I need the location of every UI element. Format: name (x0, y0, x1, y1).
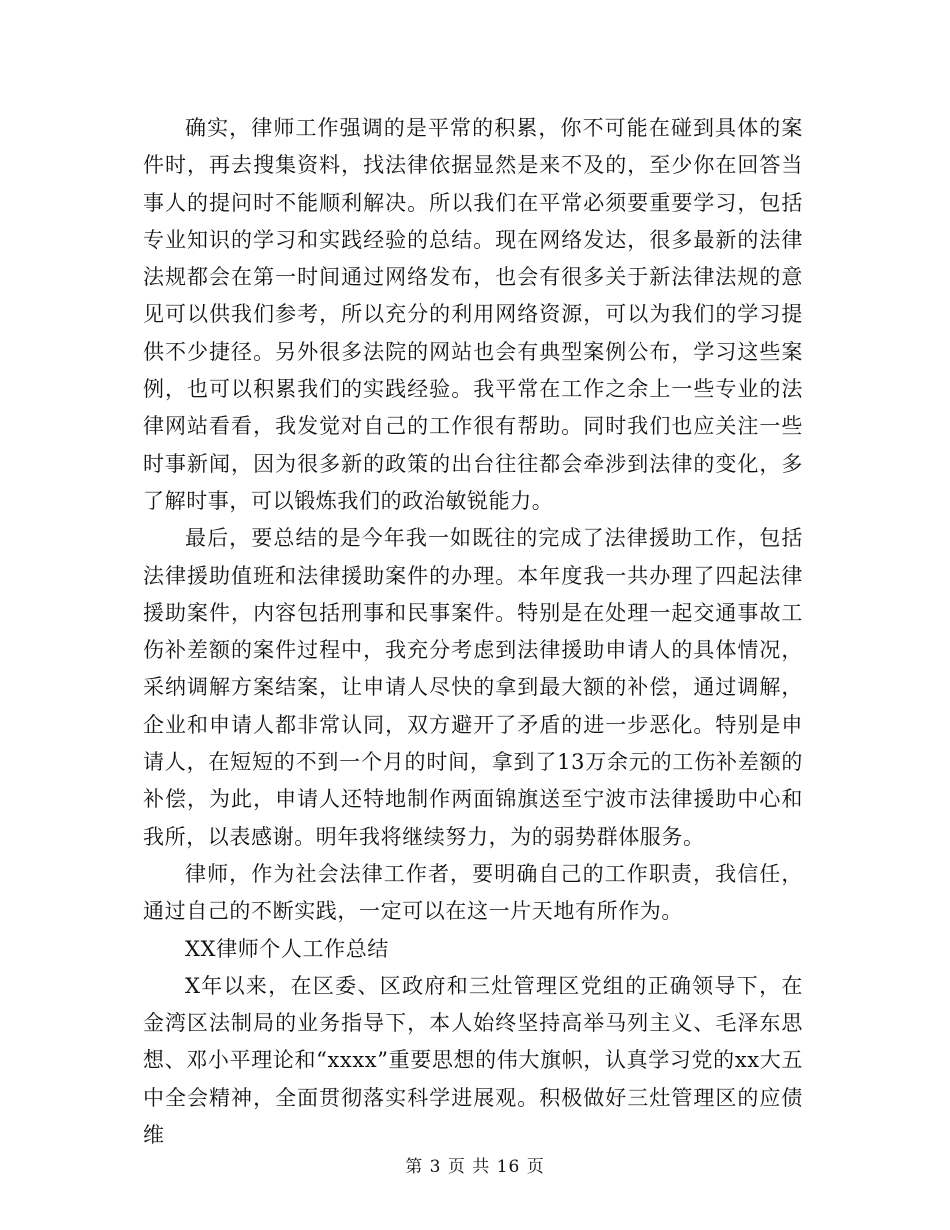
paragraph-conclusion: 律师，作为社会法律工作者，要明确自己的工作职责，我信任，通过自己的不断实践，一定可以在这一片天地有所作为。 (143, 861, 803, 924)
document-body (143, 110, 803, 1154)
section-title: XX律师个人工作总结 (185, 936, 389, 961)
page-footer (0, 1152, 950, 1177)
page-number: 第 3 页 共 16 页 (405, 1157, 545, 1177)
paragraph-annual-summary: X年以来，在区委、区政府和三灶管理区党组的正确领导下，在金湾区法制局的业务指导下，本人始终坚持高举马列主义、毛泽东思想、邓小平理论和“xxxx”重要思想的伟大旗帜，认真学习党的xx大五中全会精神，全面贯彻落实科学进展观。积极做好三灶管理区的应债维 (143, 973, 803, 1148)
paragraph-legal-aid: 最后，要总结的是今年我一如既往的完成了法律援助工作，包括法律援助值班和法律援助案件的办理。本年度我一共办理了四起法律援助案件，内容包括刑事和民事案件。特别是在处理一起交通事故工伤补差额的案件过程中，我充分考虑到法律援助申请人的具体情况，采纳调解方案结案，让申请人尽快的拿到最大额的补偿，通过调解，企业和申请人都非常认同，双方避开了矛盾的进一步恶化。特别是申请人，在短短的不到一个月的时间，拿到了13万余元的工伤补差额的补偿，为此，申请人还特地制作两面锦旗送至宁波市法律援助中心和我所，以表感谢。明年我将继续努力，为的弱势群体服务。 (143, 526, 803, 849)
paragraph-accumulation: 确实，律师工作强调的是平常的积累，你不可能在碰到具体的案件时，再去搜集资料，找法律依据显然是来不及的，至少你在回答当事人的提问时不能顺利解决。所以我们在平常必须要重要学习，包括专业知识的学习和实践经验的总结。现在网络发达，很多最新的法律法规都会在第一时间通过网络发布，也会有很多关于新法律法规的意见可以供我们参考，所以充分的利用网络资源，可以为我们的学习提供不少捷径。另外很多法院的网站也会有典型案例公布，学习这些案例，也可以积累我们的实践经验。我平常在工作之余上一些专业的法律网站看看，我发觉对自己的工作很有帮助。同时我们也应关注一些时事新闻，因为很多新的政策的出台往往都会牵涉到法律的变化，多了解时事，可以锻炼我们的政治敏锐能力。 (143, 116, 803, 513)
